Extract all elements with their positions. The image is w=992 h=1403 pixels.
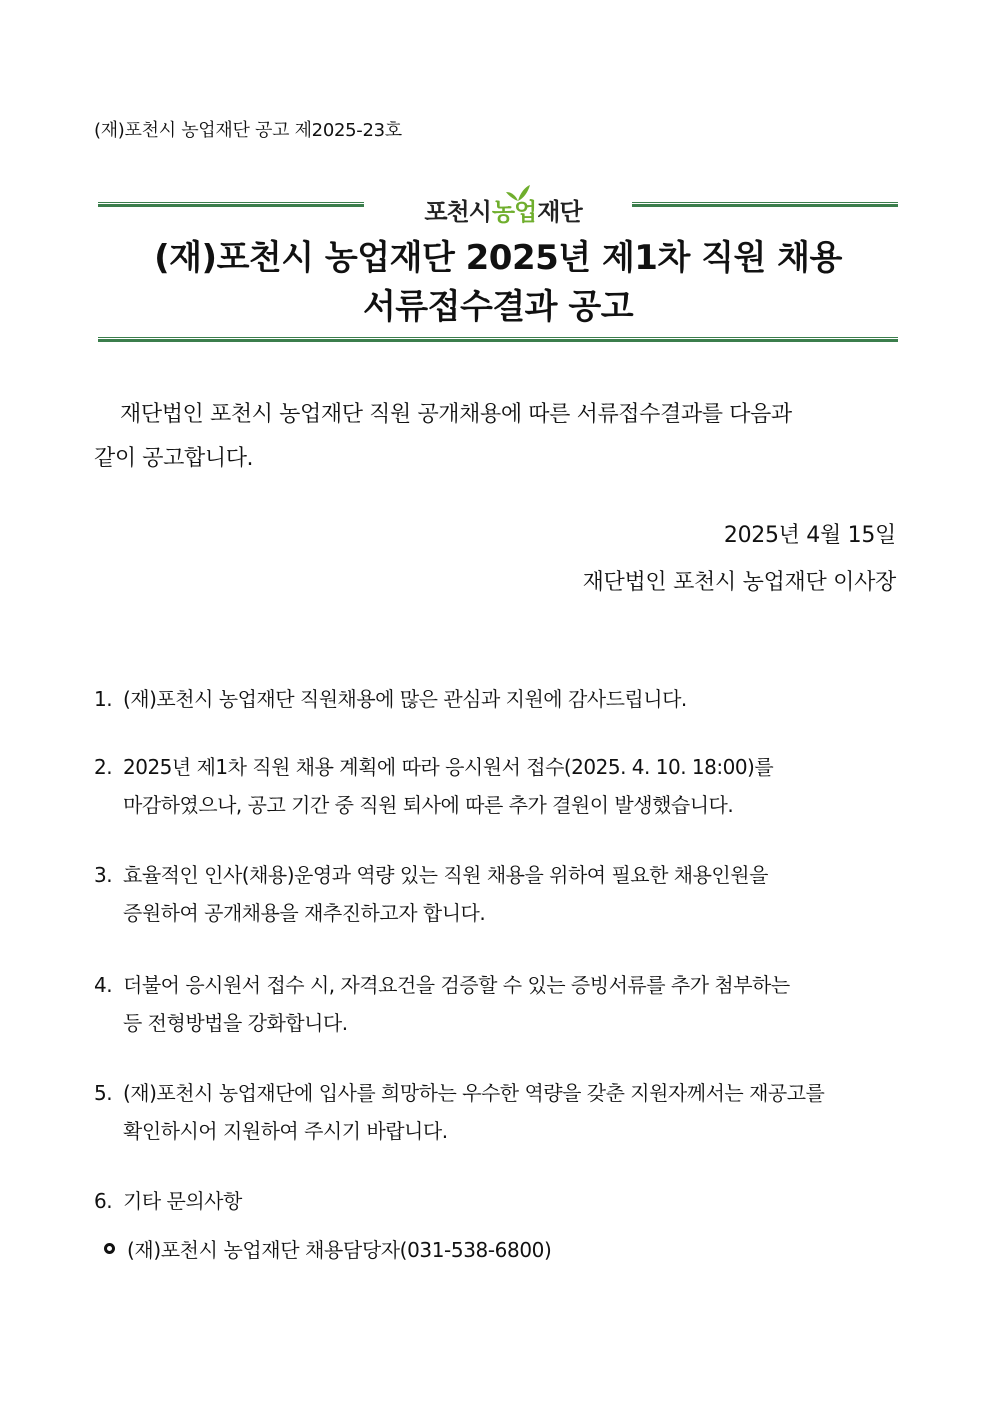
item-number: 1. [94, 687, 113, 711]
contact-line [104, 1234, 551, 1263]
item-line: 등 전형방법을 강화합니다. [123, 1011, 348, 1035]
divider-left [98, 202, 364, 207]
issuer: 재단법인 포천시 농업재단 이사장 [582, 570, 896, 595]
divider-right [632, 202, 898, 207]
intro-line-2: 같이 공고합니다. [94, 446, 254, 471]
item-text [123, 856, 903, 932]
title-line-2: 서류접수결과 공고 [362, 287, 634, 327]
contact-text: (재)포천시 농업재단 채용담당자(031-538-6800) [127, 1238, 552, 1262]
item-number: 3. [94, 863, 113, 887]
item-text [123, 680, 903, 718]
item-line: 확인하시어 지원하여 주시기 바랍니다. [123, 1119, 448, 1143]
logo-text-pocheon: 포천시 [424, 197, 491, 226]
item-text [123, 966, 903, 1042]
page-title [98, 234, 898, 332]
item-number: 2. [94, 755, 113, 779]
item-text [123, 748, 903, 824]
circle-bullet-icon [104, 1243, 115, 1254]
foundation-logo [408, 180, 598, 230]
item-line: (재)포천시 농업재단에 입사를 희망하는 우수한 역량을 갖춘 지원자께서는 재공고를 [123, 1081, 825, 1105]
item-line: 효율적인 인사(채용)운영과 역량 있는 직원 채용을 위하여 필요한 채용인원을 [123, 863, 768, 887]
divider-bottom [98, 337, 898, 342]
intro-paragraph [94, 393, 900, 481]
item-number: 6. [94, 1189, 113, 1213]
logo-text-agri [492, 194, 536, 230]
item-line: 2025년 제1차 직원 채용 계획에 따라 응시원서 접수(2025. 4. 10. 18:00)를 [123, 755, 774, 779]
item-line: (재)포천시 농업재단 직원채용에 많은 관심과 지원에 감사드립니다. [123, 687, 687, 711]
notice-number: (재)포천시 농업재단 공고 제2025-23호 [94, 120, 402, 141]
leaf-icon [505, 184, 531, 202]
item-number: 5. [94, 1081, 113, 1105]
item-text [123, 1074, 903, 1150]
logo-band [98, 180, 898, 230]
intro-line-1: 재단법인 포천시 농업재단 직원 공개채용에 따른 서류접수결과를 다음과 [120, 402, 792, 427]
item-line: 증원하여 공개채용을 재추진하고자 합니다. [123, 901, 486, 925]
item-number: 4. [94, 973, 113, 997]
logo-text-foundation: 재단 [537, 197, 582, 226]
item-text [123, 1182, 903, 1220]
logo-text-agri-label: 농업 [491, 197, 537, 226]
item-line: 마감하였으나, 공고 기간 중 직원 퇴사에 따른 추가 결원이 발생했습니다. [123, 793, 734, 817]
item-line: 더불어 응시원서 접수 시, 자격요건을 검증할 수 있는 증빙서류를 추가 첨부하는 [123, 973, 790, 997]
title-line-1: (재)포천시 농업재단 2025년 제1차 직원 채용 [154, 238, 842, 278]
notice-date: 2025년 4월 15일 [723, 523, 896, 548]
item-line: 기타 문의사항 [123, 1189, 242, 1213]
